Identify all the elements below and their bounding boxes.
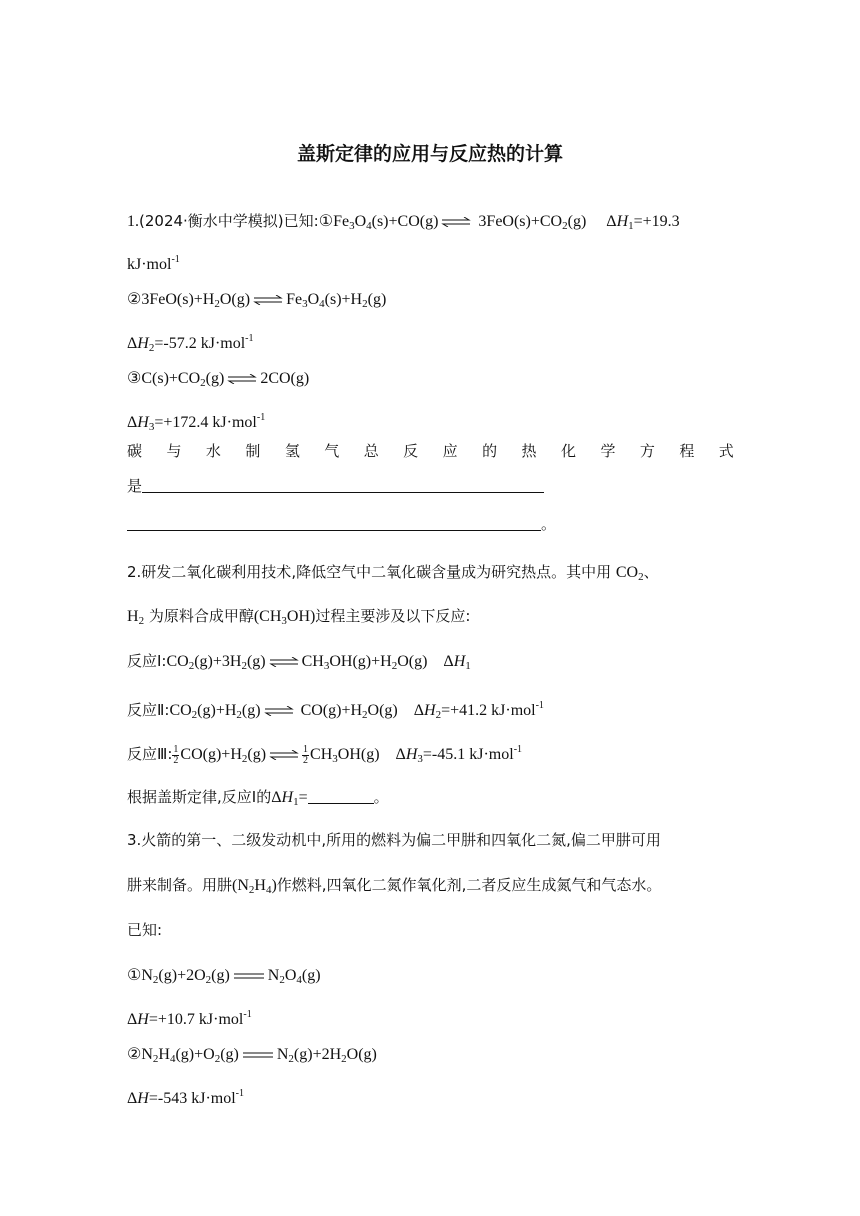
q3-reaction-1-dh: ΔH=+10.7 kJ·mol$^{-1}$ — [127, 1009, 252, 1028]
q3-reaction-1: $①N_2(g)+2O_2(g)$ $N_2O_4(g)$ — [127, 967, 321, 986]
q1-source: (2024·衡水中学模拟) — [139, 212, 284, 230]
q1-question-char: 化 — [560, 442, 576, 460]
q2-reaction-3: 反应Ⅲ: $\frac{1}{2}$ $CO(g)+H_2(g)$ $\frac{1}{2}$ $CH_3OH(g)$ $\Delta H_3=-45.1$ kJ·mol$^{-1}$ — [127, 743, 523, 766]
q3-stem-line-1: 3.火箭的第一、二级发动机中,所用的燃料为偏二甲肼和四氧化二氮,偏二甲肼可用 — [127, 831, 661, 849]
q1-question-char: 学 — [600, 442, 616, 460]
q1-question-char: 总 — [363, 442, 379, 460]
reaction-mark: ① — [127, 967, 142, 984]
q1-question-char: 的 — [482, 442, 498, 460]
q1-number: 1. — [127, 213, 139, 230]
equilibrium-arrow-icon — [269, 657, 299, 667]
answer-blank-1[interactable] — [142, 476, 544, 493]
q1-question-char: 氢 — [284, 442, 300, 460]
q3-reaction-2: $②N_2H_4(g)+O_2(g)$ $N_2(g)+2H_2O(g)$ — [127, 1046, 377, 1065]
reaction-mark: ① — [318, 213, 334, 230]
reaction-mark: ② — [127, 291, 142, 308]
q1-answer-line-2 — [127, 514, 556, 534]
fraction-one-half: $\frac{1}{2}$ — [303, 743, 309, 766]
q1-known-label: 已知: — [283, 212, 319, 230]
q1-answer-line-1 — [127, 476, 544, 496]
q1-reaction-2: $②3FeO(s)+H_2O(g)$ $Fe_3O_4(s)+H_2(g)$ — [127, 291, 387, 310]
q1-question-char: 式 — [718, 442, 734, 460]
q1-reaction-1-unit: kJ·mol$^{-1}$ — [127, 254, 180, 273]
reaction-mark: ③ — [127, 370, 142, 387]
q1-question-char: 碳 — [127, 442, 143, 460]
reaction-label: 反应Ⅱ: — [127, 701, 170, 719]
equals-arrow-icon — [242, 1051, 274, 1059]
reaction-mark: ② — [127, 1046, 142, 1063]
equilibrium-arrow-icon — [269, 750, 299, 760]
fraction-one-half: $\frac{1}{2}$ — [173, 743, 179, 766]
reaction-label: 反应Ⅰ: — [127, 652, 167, 670]
reaction-label: 反应Ⅲ: — [127, 745, 173, 763]
equals-arrow-icon — [233, 972, 265, 980]
q1-question-char: 热 — [521, 442, 537, 460]
q2-reaction-1: 反应$Ⅰ:CO_2(g)+3H_2(g)$ $CH_3OH(g)+H_2O(g)$ $\Delta H_1$ — [127, 652, 471, 672]
q1-question — [127, 441, 734, 461]
equilibrium-arrow-icon — [253, 295, 283, 305]
q1-reaction-3: $③C(s)+CO_2(g)$ 2CO(g) — [127, 370, 310, 389]
q1-question-char: 制 — [245, 442, 261, 460]
q1-question-char: 应 — [442, 442, 458, 460]
q1-reaction-1: 1.(2024·衡水中学模拟)已知$:①Fe_3O_4(s)+CO(g)$ $3FeO(s)+CO_2(g)$ $\Delta H_1=+19.3$ — [127, 212, 680, 232]
answer-blank-2[interactable] — [127, 514, 541, 531]
q1-question-char: 方 — [639, 442, 655, 460]
q1-ask-end: 是 — [127, 477, 143, 495]
q2-question: 根据盖斯定律,反应Ⅰ的$\Delta H_1=$ 。 — [127, 788, 389, 808]
q1-question-char: 气 — [324, 442, 340, 460]
q3-known-label: 已知: — [127, 921, 163, 939]
q1-question-char: 与 — [166, 442, 182, 460]
page-title: 盖斯定律的应用与反应热的计算 — [296, 143, 563, 165]
answer-blank-q2[interactable] — [308, 787, 374, 804]
equilibrium-arrow-icon — [264, 706, 294, 716]
q2-stem-line-2: $H_2$ 为原料合成甲醇$(CH_3OH)$过程主要涉及以下反应: — [127, 607, 471, 627]
q2-stem-line-1: 2.研发二氧化碳利用技术,降低空气中二氧化碳含量成为研究热点。其中用 $CO_2$、 — [127, 563, 659, 583]
period: 。 — [541, 515, 557, 533]
q1-reaction-2-dh: $\Delta H_2=-57.2$ kJ·mol$^{-1}$ — [127, 333, 254, 354]
equilibrium-arrow-icon — [227, 374, 257, 384]
q3-reaction-2-dh: ΔH=-543 kJ·mol$^{-1}$ — [127, 1088, 244, 1107]
q1-question-char: 反 — [403, 442, 419, 460]
q1-question-char: 水 — [205, 442, 221, 460]
equilibrium-arrow-icon — [441, 217, 471, 227]
q3-stem-line-2: 肼来制备。用肼$(N_2H_4)$作燃料,四氧化二氮作氧化剂,二者反应生成氮气和气态水。 — [127, 876, 662, 896]
q1-question-char: 程 — [679, 442, 695, 460]
period: 。 — [373, 788, 389, 806]
q1-reaction-3-dh: $\Delta H_3=+172.4$ kJ·mol$^{-1}$ — [127, 412, 266, 433]
q2-reaction-2: 反应$Ⅱ:CO_2(g)+H_2(g)$ $CO(g)+H_2O(g)$ $\Delta H_2=+41.2$ kJ·mol$^{-1}$ — [127, 700, 544, 721]
